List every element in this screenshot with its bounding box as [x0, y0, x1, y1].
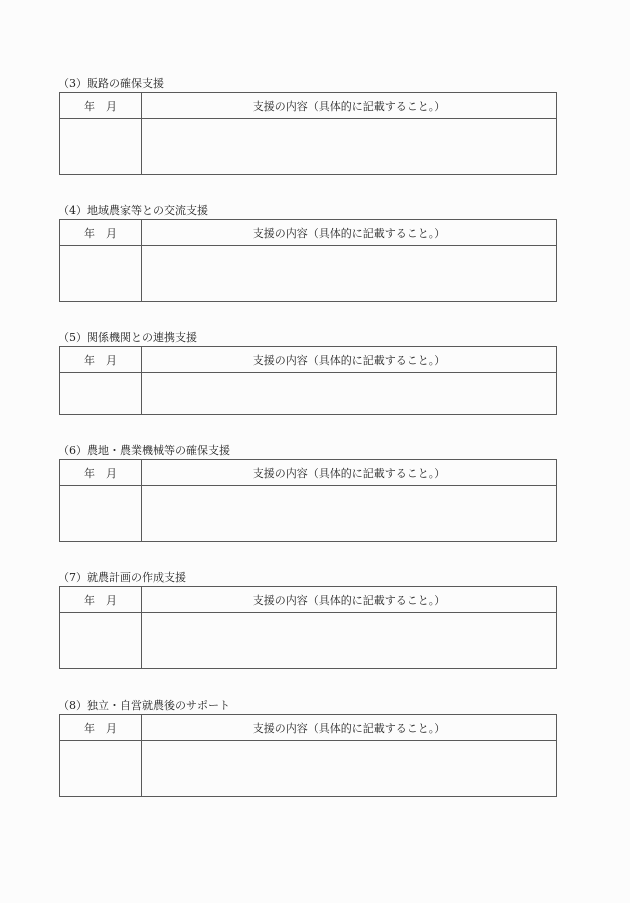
column-header-date: 年 月 [60, 347, 142, 373]
column-header-content: 支援の内容（具体的に記載すること。） [142, 460, 557, 486]
section-sales-channel-support [59, 77, 556, 175]
section-title: （7）就農計画の作成支援 [58, 571, 186, 584]
support-table [59, 586, 557, 669]
table-row [60, 119, 557, 175]
date-cell[interactable] [60, 486, 142, 542]
table-header-row [60, 93, 557, 119]
content-cell[interactable] [142, 741, 557, 797]
content-cell[interactable] [142, 486, 557, 542]
section-title: （4）地域農家等との交流支援 [58, 204, 208, 217]
table-header-row [60, 220, 557, 246]
content-cell[interactable] [142, 373, 557, 415]
date-cell[interactable] [60, 119, 142, 175]
table-row [60, 373, 557, 415]
content-cell[interactable] [142, 246, 557, 302]
section-post-independence-support [59, 699, 556, 797]
support-table [59, 714, 557, 797]
table-row [60, 246, 557, 302]
support-table [59, 346, 557, 415]
section-local-farmer-exchange-support [59, 204, 556, 302]
content-cell[interactable] [142, 119, 557, 175]
date-cell[interactable] [60, 613, 142, 669]
table-header-row [60, 460, 557, 486]
date-cell[interactable] [60, 741, 142, 797]
column-header-content: 支援の内容（具体的に記載すること。） [142, 347, 557, 373]
column-header-content: 支援の内容（具体的に記載すること。） [142, 587, 557, 613]
section-farmland-machinery-acquisition-support [59, 444, 556, 542]
section-title: （3）販路の確保支援 [58, 77, 164, 90]
support-table [59, 92, 557, 175]
column-header-content: 支援の内容（具体的に記載すること。） [142, 93, 557, 119]
column-header-date: 年 月 [60, 93, 142, 119]
section-farming-plan-creation-support [59, 571, 556, 669]
column-header-date: 年 月 [60, 460, 142, 486]
support-table [59, 219, 557, 302]
table-row [60, 613, 557, 669]
table-row [60, 741, 557, 797]
column-header-date: 年 月 [60, 715, 142, 741]
support-table [59, 459, 557, 542]
section-title: （8）独立・自営就農後のサポート [58, 699, 230, 712]
table-row [60, 486, 557, 542]
column-header-date: 年 月 [60, 587, 142, 613]
content-cell[interactable] [142, 613, 557, 669]
table-header-row [60, 715, 557, 741]
column-header-content: 支援の内容（具体的に記載すること。） [142, 715, 557, 741]
table-header-row [60, 587, 557, 613]
table-header-row [60, 347, 557, 373]
section-related-agency-collaboration-support [59, 331, 556, 415]
date-cell[interactable] [60, 246, 142, 302]
column-header-date: 年 月 [60, 220, 142, 246]
column-header-content: 支援の内容（具体的に記載すること。） [142, 220, 557, 246]
date-cell[interactable] [60, 373, 142, 415]
section-title: （6）農地・農業機械等の確保支援 [58, 444, 230, 457]
section-title: （5）関係機関との連携支援 [58, 331, 197, 344]
